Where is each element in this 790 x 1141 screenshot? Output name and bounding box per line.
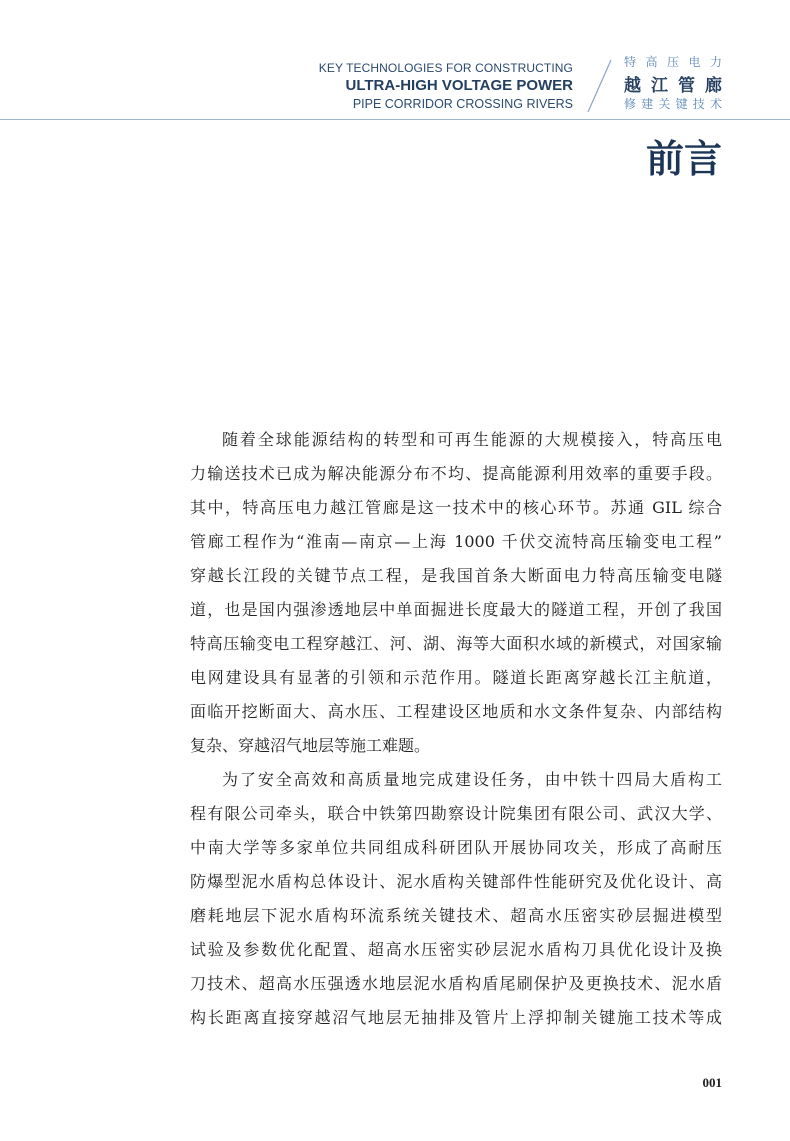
header-zh-line-2: 越江管廊 [624,76,732,96]
paragraph-1-line: 穿越长江段的关键节点工程，是我国首条大断面电力特高压输变电隧 [190,566,722,585]
paragraph-1-line: 管廊工程作为“淮南—南京—上海 1000 千伏交流特高压输变电工程” [190,532,722,551]
header-slash-divider [585,58,615,114]
header-en-line-1: KEY TECHNOLOGIES FOR CONSTRUCTING [318,61,573,75]
page-number: 001 [702,1075,722,1090]
header-en-line-3: PIPE CORRIDOR CROSSING RIVERS [352,97,573,111]
paragraph-2-line: 刀技术、超高水压强透水地层泥水盾构盾尾刷保护及更换技术、泥水盾 [190,974,722,993]
paragraph-1-line: 力输送技术已成为解决能源分布不均、提高能源利用效率的重要手段。 [190,464,722,483]
page-title: 前言 [645,136,722,181]
paragraph-2-line: 磨耗地层下泥水盾构环流系统关键技术、超高水压密实砂层掘进模型 [190,906,722,925]
header-zh-line-3: 修建关键技术 [624,97,728,111]
paragraph-1-line: 道，也是国内强渗透地层中单面掘进长度最大的隧道工程，开创了我国 [190,600,722,619]
paragraph-1-line: 特高压输变电工程穿越江、河、湖、海等大面积水域的新模式，对国家输 [190,634,722,653]
paragraph-2-line: 程有限公司牵头，联合中铁第四勘察设计院集团有限公司、武汉大学、 [190,804,722,823]
paragraph-1-line: 电网建设具有显著的引领和示范作用。隧道长距离穿越长江主航道， [190,668,722,687]
paragraph-1-line: 复杂、穿越沼气地层等施工难题。 [190,736,431,755]
body-text [190,423,722,1035]
paragraph-1-line: 其中，特高压电力越江管廊是这一技术中的核心环节。苏通 GIL 综合 [190,498,722,517]
paragraph-2-line: 试验及参数优化配置、超高水压密实砂层泥水盾构刀具优化设计及换 [190,940,722,959]
header-rule [0,119,790,120]
paragraph-2-line: 防爆型泥水盾构总体设计、泥水盾构关键部件性能研究及优化设计、高 [190,872,722,891]
paragraph-1-line: 面临开挖断面大、高水压、工程建设区地质和水文条件复杂、内部结构 [190,702,722,721]
header-zh-line-1: 特高压电力 [624,55,732,69]
paragraph-2-line: 中南大学等多家单位共同组成科研团队开展协同攻关，形成了高耐压 [190,838,722,857]
paragraph-2-line: 构长距离直接穿越沼气地层无抽排及管片上浮抑制关键施工技术等成 [190,1008,722,1027]
header-en-line-2: ULTRA-HIGH VOLTAGE POWER [345,77,573,94]
paragraph-2-line: 为了安全高效和高质量地完成建设任务，由中铁十四局大盾构工 [222,770,722,789]
paragraph-1-line: 随着全球能源结构的转型和可再生能源的大规模接入，特高压电 [222,430,722,449]
